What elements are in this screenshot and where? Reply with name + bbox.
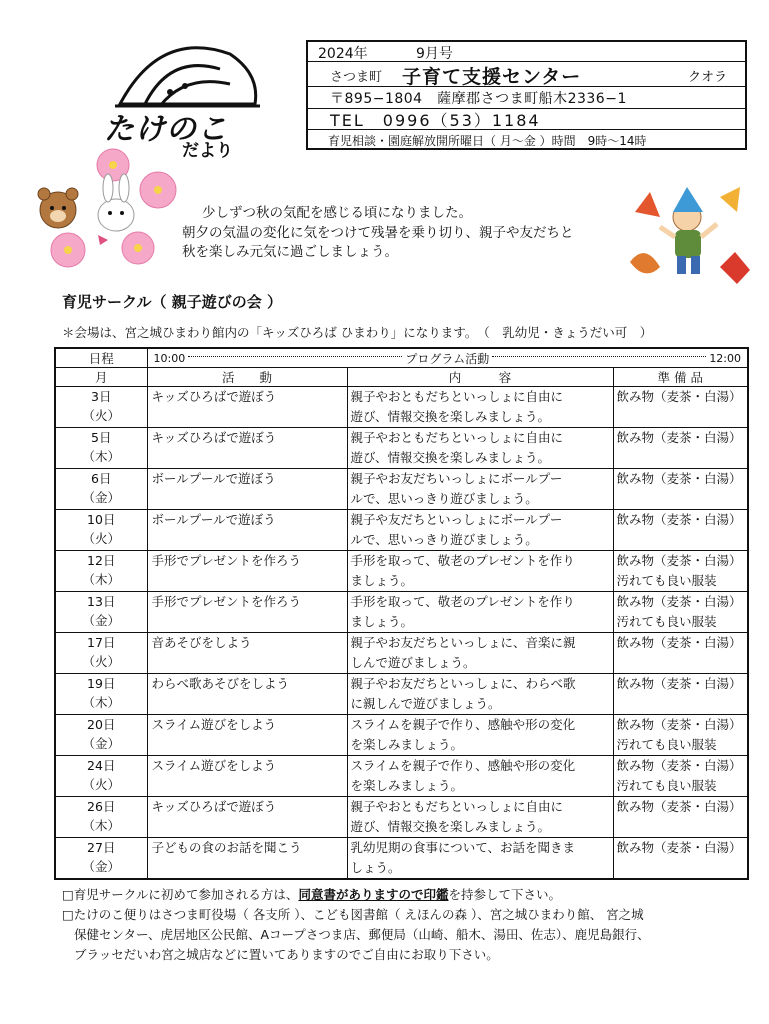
activity-cell: 手形でプレゼントを作ろう: [147, 592, 347, 633]
col-activity-header: 活 動: [147, 368, 347, 387]
date-cell: [55, 797, 147, 838]
time-start: 10:00: [153, 351, 186, 365]
items-line: 汚れても良い服装: [616, 573, 717, 588]
content-line: 遊び、情報交換を楽しみましょう。: [350, 819, 551, 834]
autumn-child-illustration: [625, 172, 755, 302]
date-cell: [55, 838, 147, 880]
weekday: （金）: [82, 736, 120, 751]
date: 13日: [87, 594, 116, 609]
content-line: しょう。: [350, 860, 401, 875]
content-line: 遊び、情報交換を楽しみましょう。: [350, 409, 551, 424]
items-line: 飲み物（麦茶・白湯）: [616, 676, 742, 691]
content-line: 手形を取って、敬老のプレゼントを作り: [350, 594, 575, 609]
issue-month: 9月号: [416, 46, 453, 62]
items-line: 飲み物（麦茶・白湯）: [616, 717, 742, 732]
activity-cell: 手形でプレゼントを作ろう: [147, 551, 347, 592]
content-line: 親子やお友だちといっしょに、音楽に親: [350, 635, 576, 650]
logo-subtitle: だより: [182, 141, 233, 161]
date-cell: [55, 510, 147, 551]
date-cell: [55, 592, 147, 633]
weekday: （金）: [82, 490, 120, 505]
activity-cell: キッズひろばで遊ぼう: [147, 428, 347, 469]
activity-cell: 音あそびをしよう: [147, 633, 347, 674]
weekday: （火）: [82, 408, 120, 423]
intro-paragraph: [182, 204, 622, 263]
items-line: 飲み物（麦茶・白湯）: [616, 430, 742, 445]
content-line: スライムを親子で作り、感触や形の変化: [350, 717, 576, 732]
note-distribution-line: ブラッセだいわ宮之城店などに置いてありますのでご自由にお取り下さい。: [74, 947, 499, 962]
table-row: [55, 469, 748, 510]
items-line: 飲み物（麦茶・白湯）: [616, 389, 742, 404]
intro-line: 少しずつ秋の気配を感じる頃になりました。: [202, 205, 472, 221]
table-row: [55, 756, 748, 797]
schedule-label: 日程: [55, 348, 147, 368]
items-cell: [613, 715, 748, 756]
weekday: （木）: [82, 449, 120, 464]
content-cell: [347, 387, 613, 428]
notes: [62, 885, 742, 965]
activity-cell: スライム遊びをしよう: [147, 756, 347, 797]
items-cell: [613, 469, 748, 510]
circle-title: 育児サークル（ 親子遊びの会 ）: [62, 293, 282, 311]
items-cell: [613, 428, 748, 469]
items-line: 飲み物（麦茶・白湯）: [616, 512, 742, 527]
content-line: ましょう。: [350, 614, 414, 629]
date: 26日: [87, 799, 116, 814]
address: 〒895−1804 薩摩郡さつま町船木2336−1: [330, 91, 627, 107]
weekday: （火）: [82, 654, 120, 669]
weekday: （木）: [82, 572, 120, 587]
note-distribution-line: 保健センター、虎居地区公民館、Aコープさつま店、郵便局（山崎、船木、湯田、佐志）、鹿児島銀行、: [74, 927, 650, 942]
table-row: [55, 633, 748, 674]
table-row: [55, 428, 748, 469]
table-row: [55, 715, 748, 756]
content-line: しんで遊びましょう。: [350, 655, 476, 670]
program-label: プログラム活動: [405, 351, 490, 366]
date: 10日: [87, 512, 116, 527]
content-line: 親子やお友だちといっしょに、わらべ歌: [350, 676, 576, 691]
schedule-table: [54, 347, 749, 880]
items-cell: [613, 756, 748, 797]
schedule-time-row: [55, 348, 748, 368]
table-row: [55, 510, 748, 551]
content-line: 親子やおともだちといっしょに自由に: [350, 389, 564, 404]
date: 27日: [87, 840, 116, 855]
content-cell: [347, 633, 613, 674]
weekday: （金）: [82, 859, 120, 874]
note-emphasis: 同意書がありますので印鑑: [298, 887, 449, 902]
table-row: [55, 592, 748, 633]
items-cell: [613, 592, 748, 633]
content-cell: [347, 715, 613, 756]
content-cell: [347, 838, 613, 880]
content-cell: [347, 551, 613, 592]
date: 6日: [91, 471, 112, 486]
content-line: 親子やおともだちといっしょに自由に: [350, 799, 564, 814]
content-line: スライムを親子で作り、感触や形の変化: [350, 758, 576, 773]
table-row: [55, 838, 748, 880]
items-line: 飲み物（麦茶・白湯）: [616, 635, 742, 650]
header-info-box: [306, 40, 747, 150]
date: 12日: [87, 553, 116, 568]
items-cell: [613, 633, 748, 674]
time-end: 12:00: [709, 351, 742, 365]
opening-hours: 育児相談・園庭解放開所曜日（ 月〜金 ）時間 9時〜14時: [328, 134, 647, 148]
col-month-header: 月: [55, 368, 147, 387]
items-line: 飲み物（麦茶・白湯）: [616, 758, 742, 773]
items-line: 飲み物（麦茶・白湯）: [616, 799, 742, 814]
content-cell: [347, 428, 613, 469]
items-cell: [613, 797, 748, 838]
content-line: ましょう。: [350, 573, 414, 588]
weekday: （木）: [82, 695, 120, 710]
intro-line: 秋を楽しみ元気に過ごしましょう。: [182, 244, 398, 260]
date-cell: [55, 428, 147, 469]
date-cell: [55, 756, 147, 797]
content-line: 遊び、情報交換を楽しみましょう。: [350, 450, 551, 465]
activity-cell: ボールプールで遊ぼう: [147, 469, 347, 510]
items-line: 汚れても良い服装: [616, 778, 717, 793]
intro-line: 朝夕の気温の変化に気をつけて残暑を乗り切り、親子や友だちと: [182, 224, 574, 241]
items-line: 汚れても良い服装: [616, 737, 717, 752]
col-content-header: 内 容: [347, 368, 613, 387]
weekday: （火）: [82, 777, 120, 792]
note-distribution-line: □たけのこ便りはさつま町役場（ 各支所 ）、こども図書館（ えほんの森 ）、宮之城ひまわり館、 宮之城: [62, 907, 644, 922]
logo-title: たけのこ: [104, 112, 228, 147]
activity-cell: ボールプールで遊ぼう: [147, 510, 347, 551]
weekday: （金）: [82, 613, 120, 628]
content-cell: [347, 674, 613, 715]
date-cell: [55, 674, 147, 715]
items-line: 飲み物（麦茶・白湯）: [616, 594, 742, 609]
note-consent: □育児サークルに初めて参加される方は、同意書がありますので印鑑を持参して下さい。: [62, 887, 561, 902]
center-name: 子育て支援センター: [402, 66, 582, 88]
issue-year: 2024年: [318, 46, 368, 62]
date-cell: [55, 715, 147, 756]
date: 19日: [87, 676, 116, 691]
content-cell: [347, 756, 613, 797]
activity-cell: キッズひろばで遊ぼう: [147, 387, 347, 428]
items-cell: [613, 674, 748, 715]
items-line: 汚れても良い服装: [616, 614, 717, 629]
date-cell: [55, 633, 147, 674]
date: 5日: [91, 430, 112, 445]
table-row: [55, 551, 748, 592]
schedule-header-row: [55, 368, 748, 387]
items-line: 飲み物（麦茶・白湯）: [616, 471, 742, 486]
col-items-header: 準 備 品: [613, 368, 748, 387]
content-line: 親子や友だちといっしょにボールプー: [350, 512, 563, 527]
items-line: 飲み物（麦茶・白湯）: [616, 553, 742, 568]
content-line: 手形を取って、敬老のプレゼントを作り: [350, 553, 575, 568]
content-cell: [347, 510, 613, 551]
content-cell: [347, 469, 613, 510]
items-line: 飲み物（麦茶・白湯）: [616, 840, 742, 855]
flowers-bear-rabbit-illustration: [28, 140, 188, 280]
items-cell: [613, 387, 748, 428]
content-line: に親しんで遊びましょう。: [350, 696, 501, 711]
weekday: （木）: [82, 818, 120, 833]
content-line: ルで、思いっきり遊びましょう。: [350, 491, 538, 506]
date-cell: [55, 469, 147, 510]
activity-cell: キッズひろばで遊ぼう: [147, 797, 347, 838]
content-line: を楽しみましょう。: [350, 737, 464, 752]
content-line: ルで、思いっきり遊びましょう。: [350, 532, 538, 547]
content-cell: [347, 797, 613, 838]
items-cell: [613, 510, 748, 551]
center-sub: クオラ: [688, 70, 728, 85]
activity-cell: わらべ歌あそびをしよう: [147, 674, 347, 715]
content-cell: [347, 592, 613, 633]
date-cell: [55, 387, 147, 428]
content-line: を楽しみましょう。: [350, 778, 464, 793]
date: 17日: [87, 635, 116, 650]
table-row: [55, 797, 748, 838]
date-cell: [55, 551, 147, 592]
date: 24日: [87, 758, 116, 773]
content-line: 乳幼児期の食事について、お話を聞きま: [350, 840, 576, 855]
program-timeline: [147, 348, 748, 368]
date: 20日: [87, 717, 116, 732]
town-name: さつま町: [330, 70, 383, 85]
content-line: 親子やおともだちといっしょに自由に: [350, 430, 564, 445]
activity-cell: スライム遊びをしよう: [147, 715, 347, 756]
content-line: 親子やお友だちいっしょにボールプー: [350, 471, 563, 486]
venue-note: ＊会場は、宮之城ひまわり館内の「キッズひろば ひまわり」になります。 （ 乳幼児・きょうだい可 ）: [62, 325, 653, 340]
telephone: TEL 0996（53）1184: [330, 111, 541, 130]
table-row: [55, 674, 748, 715]
activity-cell: 子どもの食のお話を聞こう: [147, 838, 347, 880]
items-cell: [613, 838, 748, 880]
table-row: [55, 387, 748, 428]
weekday: （火）: [82, 531, 120, 546]
date: 3日: [91, 389, 112, 404]
items-cell: [613, 551, 748, 592]
